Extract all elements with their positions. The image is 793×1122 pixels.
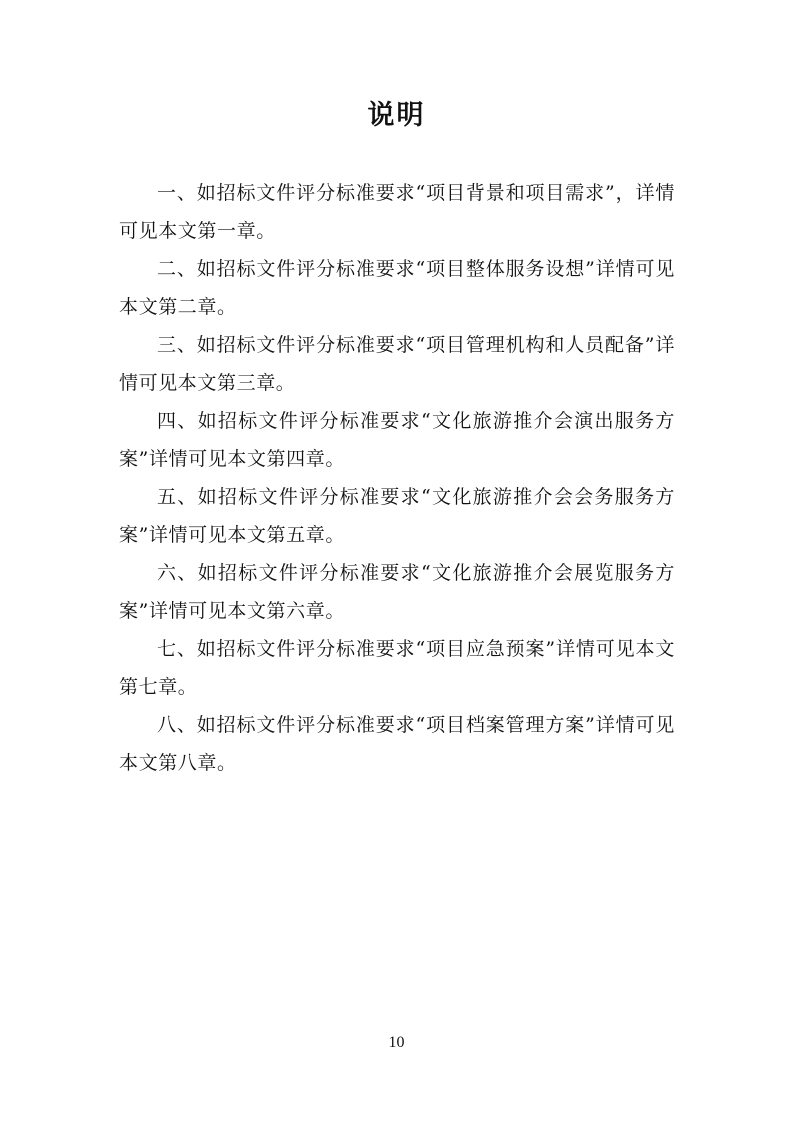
list-item: 三、如招标文件评分标准要求“项目管理机构和人员配备”详情可见本文第三章。: [119, 334, 675, 394]
list-item: 二、如招标文件评分标准要求“项目整体服务设想”详情可见本文第二章。: [119, 258, 675, 318]
item-list: [119, 174, 675, 782]
list-item: 五、如招标文件评分标准要求“文化旅游推介会会务服务方案”详情可见本文第五章。: [119, 486, 675, 546]
list-item: 一、如招标文件评分标准要求“项目背景和项目需求”，详情可见本文第一章。: [119, 182, 675, 242]
page-number: 10: [388, 1034, 405, 1051]
list-item: 四、如招标文件评分标准要求“文化旅游推介会演出服务方案”详情可见本文第四章。: [119, 410, 675, 470]
list-item: 六、如招标文件评分标准要求“文化旅游推介会展览服务方案”详情可见本文第六章。: [119, 562, 675, 622]
list-item: 七、如招标文件评分标准要求“项目应急预案”详情可见本文第七章。: [119, 638, 675, 698]
list-item: 八、如招标文件评分标准要求“项目档案管理方案”详情可见本文第八章。: [119, 714, 675, 774]
page-title: 说明: [367, 100, 426, 131]
